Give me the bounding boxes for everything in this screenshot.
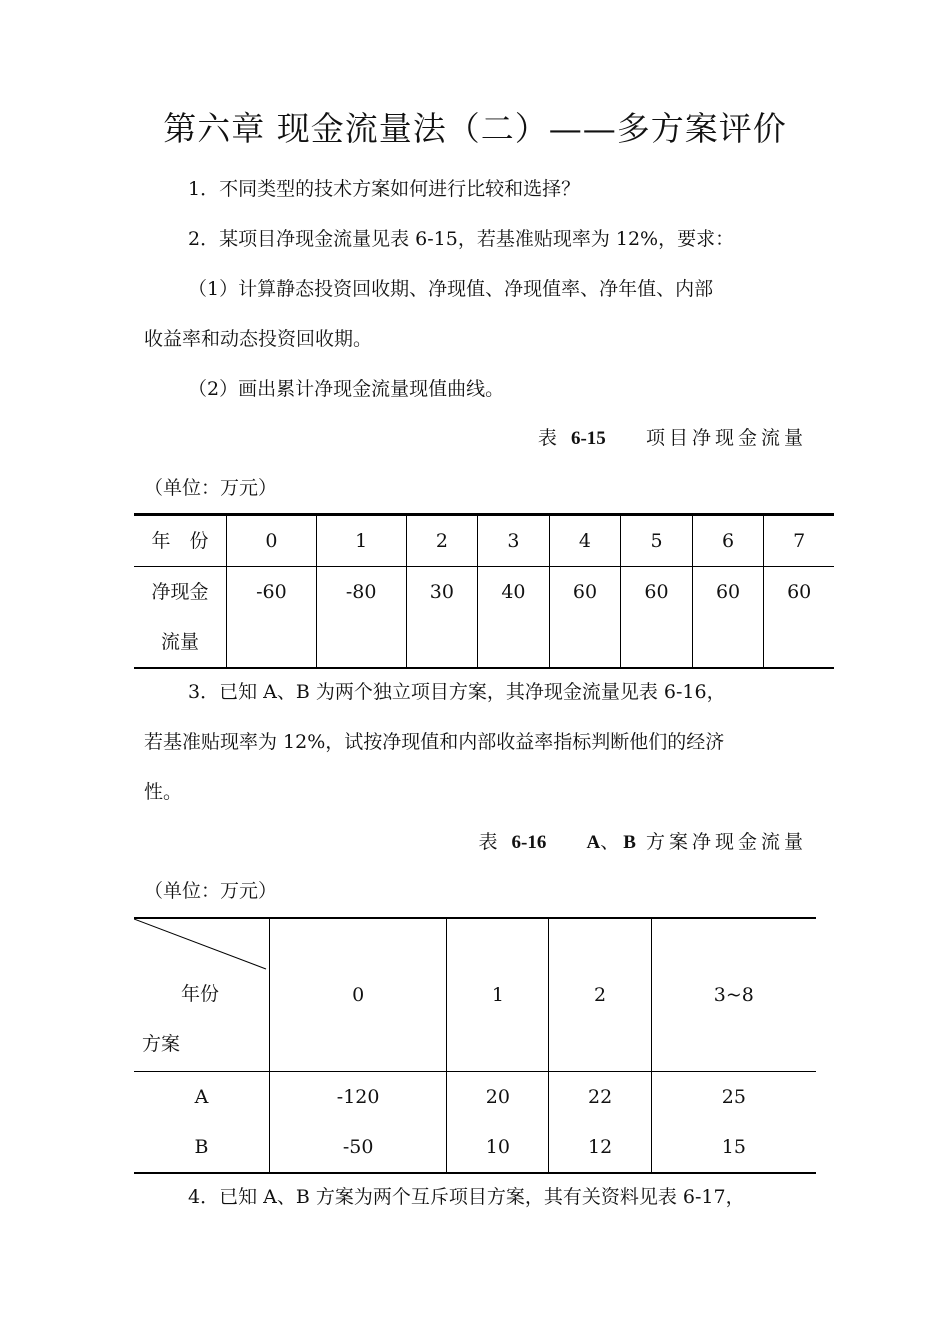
- year-cell: 2: [406, 515, 478, 567]
- value-cell: 40: [478, 567, 550, 669]
- table-6-15-caption: 表 6-15 项目净现金流量: [537, 427, 807, 449]
- year-cell: 3: [478, 515, 550, 567]
- question-4: 4．已知 A、B 方案为两个互斥项目方案，其有关资料见表 6-17，: [188, 1186, 745, 1208]
- year-cell: 3~8: [651, 918, 816, 1072]
- table-6-16-caption: 表 6-16 A、B 方案净现金流量: [478, 831, 807, 853]
- table-row: [134, 918, 816, 1072]
- year-cell: 0: [227, 515, 317, 567]
- question-2-part-2: （2）画出累计净现金流量现值曲线。: [188, 378, 505, 400]
- value-cell: 60: [764, 567, 834, 669]
- page-title: 第六章 现金流量法（二）——多方案评价: [163, 109, 787, 148]
- table-6-16: [134, 917, 816, 1174]
- value-cell: 30: [406, 567, 478, 669]
- year-cell: 4: [549, 515, 621, 567]
- value-cell: -80: [316, 567, 406, 669]
- plan-labels: A B: [194, 1086, 209, 1158]
- table-6-15-unit: （单位：万元）: [144, 477, 278, 499]
- value-cell: 60: [692, 567, 764, 669]
- value-cell: 22 12: [549, 1072, 651, 1174]
- year-cell: 2: [549, 918, 651, 1072]
- year-cell: 1: [316, 515, 406, 567]
- value-cell: 60: [549, 567, 621, 669]
- question-2-part-1a: （1）计算静态投资回收期、净现值、净现值率、净年值、内部: [188, 278, 714, 300]
- table-row: [134, 1072, 816, 1174]
- header-plan-label: 方案: [142, 1033, 181, 1055]
- value-cell: -60: [227, 567, 317, 669]
- year-cell: 7: [764, 515, 834, 567]
- question-2: 2．某项目净现金流量见表 6-15，若基准贴现率为 12%，要求：: [188, 228, 735, 250]
- table-row: [134, 515, 834, 567]
- question-1: 1．不同类型的技术方案如何进行比较和选择？: [188, 178, 581, 200]
- header-corner-cell: [134, 918, 270, 1072]
- table-row: [134, 567, 834, 669]
- year-cell: 5: [621, 515, 693, 567]
- table-6-16-unit: （单位：万元）: [144, 880, 278, 902]
- value-cell: 25 15: [651, 1072, 816, 1174]
- year-cell: 1: [447, 918, 549, 1072]
- question-3a: 3．已知 A、B 为两个独立项目方案，其净现金流量见表 6-16，: [188, 681, 726, 703]
- question-3c: 性。: [144, 781, 183, 803]
- question-3b: 若基准贴现率为 12%，试按净现值和内部收益率指标判断他们的经济: [144, 731, 725, 753]
- value-cell: 20 10: [447, 1072, 549, 1174]
- row-label-net-cash-flow: 净现金 流量: [151, 581, 209, 653]
- value-cell: 60: [621, 567, 693, 669]
- row-label-year: 年 份: [134, 515, 227, 567]
- year-cell: 0: [270, 918, 447, 1072]
- header-year-label: 年份: [181, 983, 220, 1005]
- question-2-part-1b: 收益率和动态投资回收期。: [144, 328, 373, 350]
- table-6-15: [134, 513, 834, 669]
- year-cell: 6: [692, 515, 764, 567]
- value-cell: -120 -50: [270, 1072, 447, 1174]
